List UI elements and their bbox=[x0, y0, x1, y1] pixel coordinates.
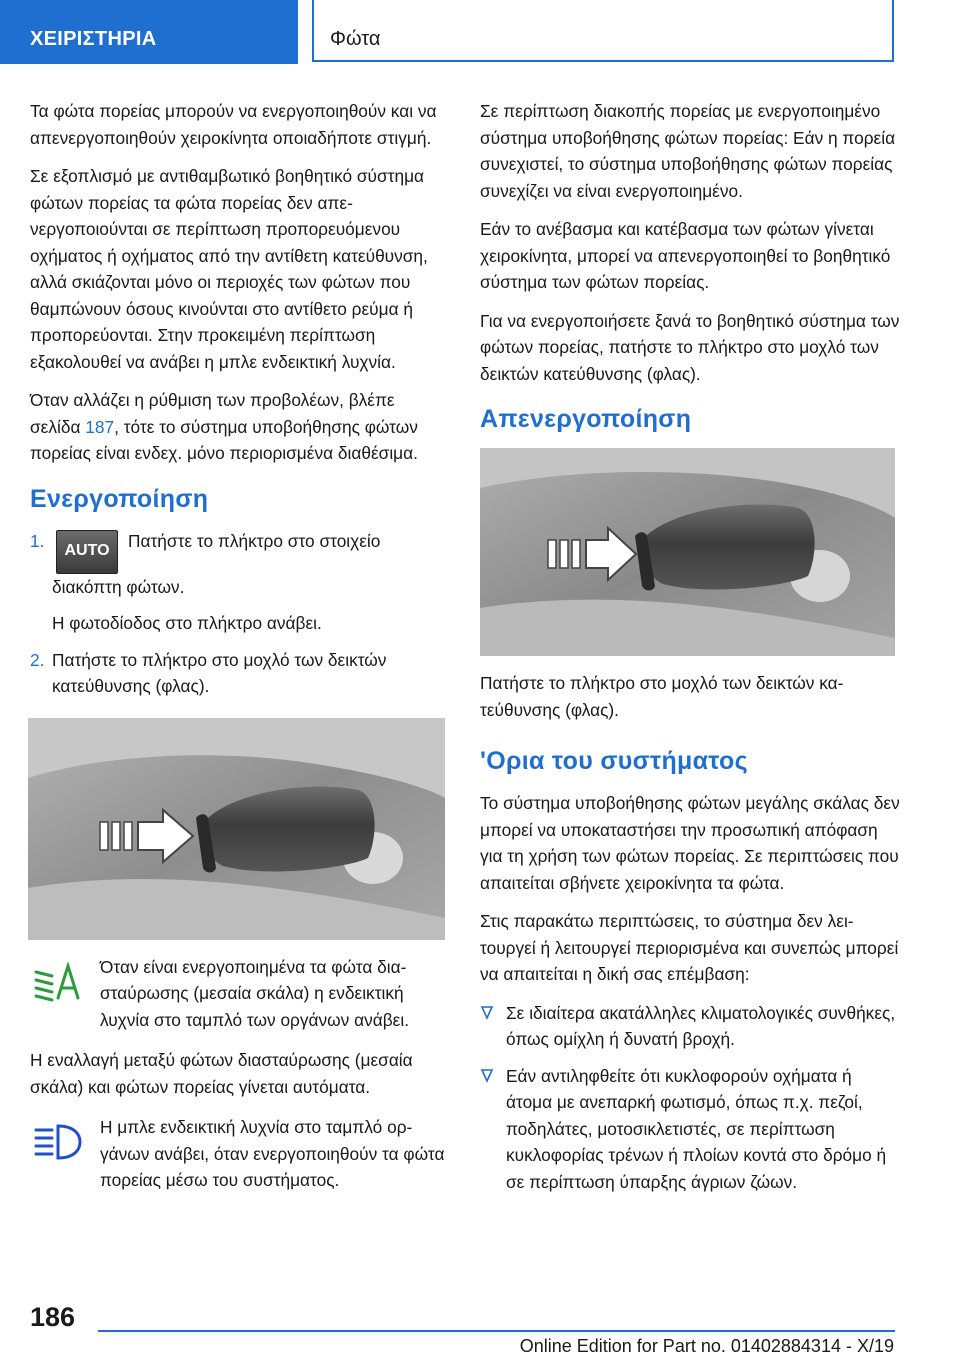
triangle-bullet-icon bbox=[480, 1069, 494, 1083]
page-link[interactable]: 187 bbox=[85, 416, 115, 437]
chapter-title: ΧΕΙΡΙΣΤΗΡΙΑ bbox=[30, 28, 157, 50]
paragraph: Πατήστε το πλήκτρο στο μοχλό των δεικτών κατεύθυνσης (φλας). bbox=[480, 673, 844, 720]
section-heading-limits: 'Ορια του συστήματος bbox=[480, 747, 748, 775]
auto-button-icon: AUTO bbox=[56, 530, 118, 574]
limits-list bbox=[480, 1000, 900, 1196]
paragraph: Για να ενεργοποιήσετε ξανά το βοηθητικό σύστημα των φώτων πορείας, πατήστε το πλήκτρο στο μοχλό των δεικτών κατεύθυνσης (φλας). bbox=[480, 310, 900, 384]
step-2 bbox=[30, 647, 445, 700]
paragraph: Σε εξοπλισμό με αντιθαμβωτικό βοηθητικό σύστημα φώτων πορείας τα φώτα πορείας δεν απενεργοποιούνται σε περίπτωση προπορευόμενου οχήματος ή οχήματος από την αντίθετη κατεύθυνση, αλλά σκιάζονται μόνο οι περιοχές των φώτων που θαμπώνουν όσους κινούνται στο αντίθετο ρεύμα ή προπορεύονται. Στην προκειμένη περίπτωση εξακολουθεί να ανάβει η μπλε ενδεικτική λυχνία. bbox=[30, 166, 428, 372]
paragraph: Τα φώτα πορείας μπορούν να ενεργοποιηθούν και να απενεργοποιηθούν χειροκίνητα οποιαδήποτε στιγμή. bbox=[30, 101, 437, 148]
triangle-bullet-icon bbox=[480, 1006, 494, 1020]
paragraph: Το σύστημα υποβοήθησης φώτων μεγάλης σκάλας δεν μπορεί να υποκαταστήσει την προσωπική απόφαση για τη χρήση των φώτων πορείας. Σε περιπτώσεις που απαιτείται σβήνετε χειροκίνητα τα φώτα. bbox=[480, 793, 900, 893]
left-column bbox=[30, 98, 445, 1208]
edition-info: Online Edition for Part no. 01402884314 - X/19 bbox=[519, 1336, 894, 1356]
high-beam-indicator-icon bbox=[34, 1122, 82, 1162]
paragraph: Όταν αλλάζει η ρύθμιση των προβολέων, βλέπε σελίδα 187, τότε το σύστημα υποβοήθησης φώτων πορείας είναι ενδεχ. μόνο περιορισμένα διαθέσιμα. bbox=[30, 390, 418, 463]
footer-divider bbox=[98, 1330, 895, 1332]
note-low-beam: Όταν είναι ενεργοποιημένα τα φώτα διασταύρωσης (μεσαία σκάλα) η ενδεικτική λυχνία στο ταμπλό των οργάνων ανάβει. bbox=[30, 954, 445, 1034]
low-beam-indicator-icon bbox=[34, 962, 82, 1002]
paragraph: Η εναλλαγή μεταξύ φώτων διασταύρωσης (μεσαία σκάλα) και φώτων πορείας γίνεται αυτόματα. bbox=[30, 1050, 413, 1097]
section-heading-activation: Ενεργοποίηση bbox=[30, 484, 209, 513]
step-text: Πατήστε το πλήκτρο στο μοχλό των δεικτών κατεύθυνσης (φλας). bbox=[52, 649, 387, 696]
step-text: Πατήστε το πλήκτρο στο στοιχείο διακόπτη φώτων. bbox=[52, 530, 381, 597]
list-item: Σε ιδιαίτερα ακατάλληλες κλιματολογικές συνθήκες, όπως ομίχλη ή δυνατή βροχή. bbox=[480, 1000, 900, 1053]
turn-signal-lever-photo-deactivate bbox=[480, 448, 895, 656]
step-number: 2. bbox=[30, 649, 45, 670]
paragraph: Εάν το ανέβασμα και κατέβασμα των φώτων γίνεται χειροκίνητα, μπορεί να απενεργοποιηθεί το βοηθητικό σύστημα των φώτων πορείας. bbox=[480, 219, 891, 292]
turn-signal-lever-photo bbox=[28, 718, 445, 940]
list-item: Εάν αντιληφθείτε ότι κυκλοφορούν οχήματα ή άτομα με ανεπαρκή φωτισμό, όπως π.χ. πεζοί, ποδηλάτες, μοτοσικλετιστές, σε περίπτωση κυκλοφορίας τρένων ή πλοίων κοντά στο δρόμο ή σε περίπτωση ύπαρξης άγριων ζώων. bbox=[480, 1063, 900, 1196]
paragraph: Σε περίπτωση διακοπής πορείας με ενεργοποιημένο σύστημα υποβοήθησης φώτων πορείας: Εάν η πορεία συνεχιστεί, το σύστημα υποβοήθησης φώτων πορείας συνεχίζει να είναι ενεργοποιημένο. bbox=[480, 101, 896, 201]
step-subtext: Η φωτοδίοδος στο πλήκτρο ανάβει. bbox=[52, 613, 322, 633]
section-heading-deactivation: Απενεργοποίηση bbox=[480, 405, 692, 433]
note-high-beam: Η μπλε ενδεικτική λυχνία στο ταμπλό οργάνων ανάβει, όταν ενεργοποιηθούν τα φώτα πορείας μέσω του συστήματος. bbox=[30, 1114, 445, 1194]
topic-title: Φώτα bbox=[330, 28, 381, 50]
paragraph: Στις παρακάτω περιπτώσεις, το σύστημα δεν λειτουργεί ή λειτουργεί περιορισμένα και συνεπώς μπορεί να απαιτείται η δική σας επέμβαση: bbox=[480, 911, 899, 984]
step-number: 1. bbox=[30, 530, 45, 551]
page-number: 186 bbox=[30, 1302, 76, 1332]
topic-header bbox=[312, 0, 894, 62]
right-column bbox=[480, 98, 900, 1205]
chapter-tab[interactable] bbox=[0, 0, 298, 64]
step-1 bbox=[30, 528, 445, 637]
